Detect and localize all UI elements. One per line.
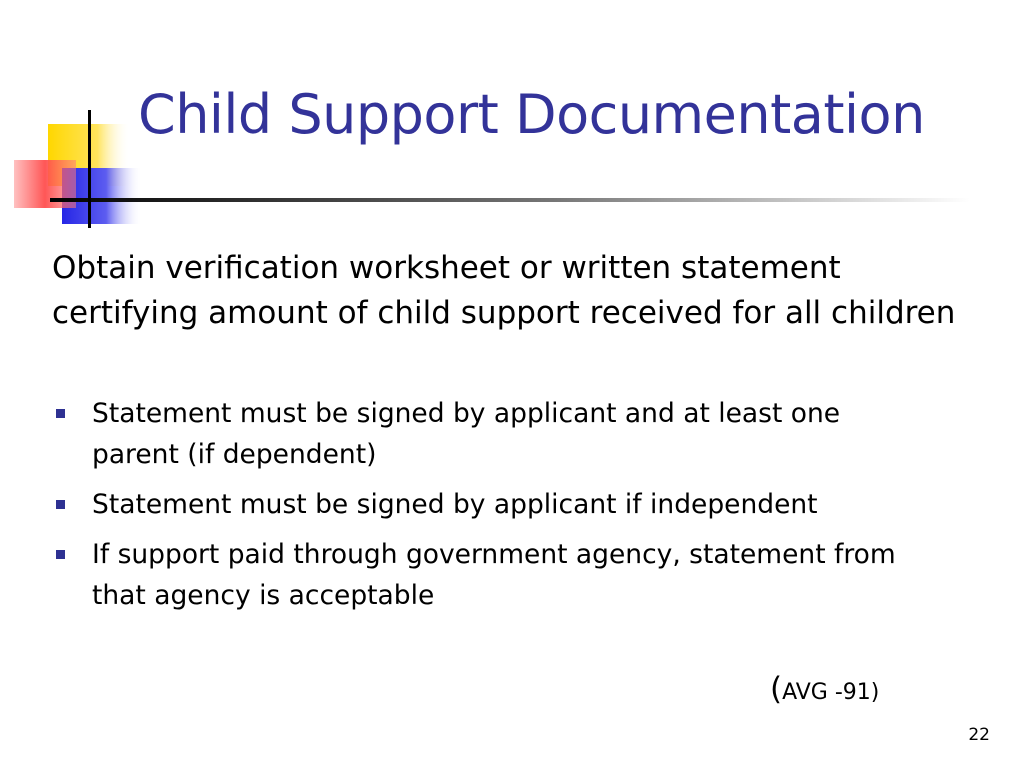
blue-square-shape (62, 168, 142, 224)
bullet-item-signed-dependent (0, 393, 922, 475)
red-square-shape (14, 160, 76, 208)
bullet-item-signed-independent (0, 484, 922, 525)
vertical-rule-line (88, 110, 91, 228)
horizontal-rule-line (50, 198, 970, 202)
square-bullet-icon (56, 500, 65, 509)
square-bullet-icon (56, 409, 65, 418)
citation-text: AVG -91) (782, 680, 880, 705)
bullet-text: Statement must be signed by applicant if independent (92, 489, 818, 520)
slide-page-number: 22 (968, 725, 990, 745)
square-bullet-icon (56, 550, 65, 559)
citation-open-paren: ( (770, 671, 783, 707)
bullet-text: If support paid through government agency, statement from that agency is acceptable (92, 539, 896, 611)
lead-paragraph: Obtain verification worksheet or written statement certifying amount of child support received for all children (52, 250, 956, 331)
slide-title: Child Support Documentation (138, 83, 925, 146)
bullet-list (0, 393, 1000, 625)
yellow-square-shape (48, 124, 130, 186)
citation-reference (770, 669, 879, 713)
bullet-item-government-agency (0, 534, 922, 616)
bullet-text: Statement must be signed by applicant and at least one parent (if dependent) (92, 398, 841, 470)
